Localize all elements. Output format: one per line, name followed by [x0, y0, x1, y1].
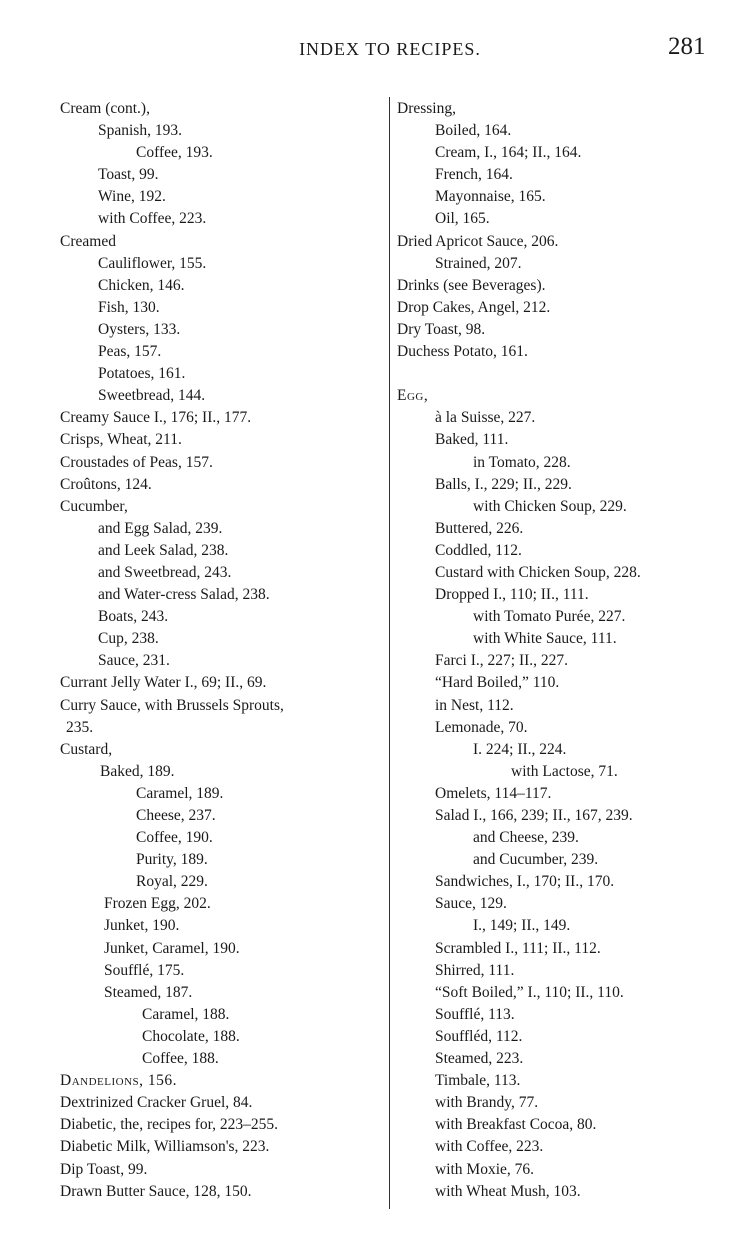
- index-subentry: Frozen Egg, 202.: [104, 895, 211, 913]
- index-subentry: Cup, 238.: [98, 630, 159, 648]
- index-entry: Creamed: [60, 232, 116, 250]
- index-entry: Croûtons, 124.: [60, 475, 152, 493]
- index-subentry: with Coffee, 223.: [435, 1138, 544, 1156]
- index-subentry: Steamed, 223.: [435, 1050, 524, 1068]
- index-entry: Curry Sauce, with Brussels Sprouts,: [60, 696, 284, 714]
- index-section-heading: Egg,: [397, 387, 429, 405]
- index-subentry: à la Suisse, 227.: [435, 409, 536, 427]
- index-subentry: Farci I., 227; II., 227.: [435, 652, 569, 670]
- index-subentry: and Cheese, 239.: [473, 829, 579, 847]
- index-entry: Creamy Sauce I., 176; II., 177.: [60, 409, 252, 427]
- index-subentry: with Brandy, 77.: [435, 1094, 539, 1112]
- index-subentry: Souffléd, 112.: [435, 1027, 523, 1045]
- index-subentry: Cauliflower, 155.: [98, 254, 207, 272]
- index-subentry: Chicken, 146.: [98, 276, 185, 294]
- index-subentry: Sauce, 129.: [435, 895, 507, 913]
- index-subentry: with Tomato Purée, 227.: [473, 608, 626, 626]
- index-entry: Currant Jelly Water I., 69; II., 69.: [60, 674, 267, 692]
- index-subentry: with Breakfast Cocoa, 80.: [435, 1116, 597, 1134]
- index-subentry: with Coffee, 223.: [98, 210, 207, 228]
- index-subentry: Baked, 111.: [435, 431, 509, 449]
- index-subentry: Dropped I., 110; II., 111.: [435, 586, 589, 604]
- index-entry: Dandelions, 156.: [60, 1072, 178, 1090]
- index-subentry: French, 164.: [435, 166, 513, 184]
- index-subentry: Spanish, 193.: [98, 122, 182, 140]
- index-entry: Cream (cont.),: [60, 100, 150, 117]
- index-subentry: Cream, I., 164; II., 164.: [435, 144, 582, 162]
- index-subentry: “Hard Boiled,” 110.: [435, 674, 560, 692]
- running-header-title: INDEX TO RECIPES.: [299, 39, 481, 59]
- index-subentry: Shirred, 111.: [435, 961, 515, 979]
- index-subentry: Soufflé, 175.: [104, 961, 185, 979]
- index-subentry: Timbale, 113.: [435, 1072, 521, 1090]
- index-entry: Cucumber,: [60, 497, 128, 515]
- index-subentry: Caramel, 189.: [136, 784, 224, 802]
- index-entry: Dip Toast, 99.: [60, 1160, 148, 1178]
- index-subentry: Strained, 207.: [435, 254, 522, 272]
- index-subentry: Junket, Caramel, 190.: [104, 939, 240, 957]
- index-subentry: Oil, 165.: [435, 210, 490, 228]
- index-subentry: Cheese, 237.: [136, 807, 216, 824]
- index-subentry: with Lactose, 71.: [511, 762, 618, 780]
- index-subentry: Oysters, 133.: [98, 320, 181, 338]
- index-subentry: and Leek Salad, 238.: [98, 541, 229, 559]
- index-subentry: Balls, I., 229; II., 229.: [435, 475, 572, 493]
- index-entry: Drawn Butter Sauce, 128, 150.: [60, 1182, 252, 1200]
- index-subentry: Mayonnaise, 165.: [435, 188, 546, 206]
- index-subentry: with White Sauce, 111.: [473, 630, 617, 648]
- index-subentry: and Sweetbread, 243.: [98, 563, 232, 581]
- index-entry: Crisps, Wheat, 211.: [60, 431, 182, 449]
- index-subentry: Boats, 243.: [98, 608, 169, 626]
- index-subentry: with Wheat Mush, 103.: [435, 1182, 581, 1200]
- index-subentry: Coddled, 112.: [435, 541, 522, 559]
- index-subentry: Soufflé, 113.: [435, 1005, 515, 1023]
- index-subentry: Coffee, 188.: [142, 1050, 219, 1068]
- index-entry-continuation: 235.: [66, 718, 94, 736]
- index-subentry: Chocolate, 188.: [142, 1027, 240, 1045]
- index-subentry: Steamed, 187.: [104, 983, 193, 1001]
- index-subentry: Omelets, 114–117.: [435, 784, 552, 802]
- index-subentry: with Moxie, 76.: [435, 1160, 535, 1178]
- index-subentry: Coffee, 190.: [136, 829, 213, 847]
- index-entry: Dressing,: [397, 100, 456, 117]
- index-subentry: I. 224; II., 224.: [473, 740, 567, 758]
- index-subentry: Royal, 229.: [136, 873, 208, 891]
- index-subentry: and Egg Salad, 239.: [98, 519, 223, 537]
- column-divider: [389, 97, 390, 1209]
- index-entry: Duchess Potato, 161.: [397, 343, 528, 361]
- index-subentry: I., 149; II., 149.: [473, 917, 571, 935]
- index-entry: Custard,: [60, 740, 113, 758]
- index-subentry: Lemonade, 70.: [435, 718, 528, 736]
- index-subentry: Wine, 192.: [98, 188, 166, 206]
- index-entry: Diabetic, the, recipes for, 223–255.: [60, 1116, 279, 1134]
- index-subentry: Custard with Chicken Soup, 228.: [435, 563, 641, 581]
- index-subentry: Sauce, 231.: [98, 652, 170, 670]
- section-gap: [397, 363, 737, 385]
- index-subentry: Salad I., 166, 239; II., 167, 239.: [435, 807, 633, 824]
- index-subentry: Fish, 130.: [98, 298, 160, 316]
- index-entry: Dried Apricot Sauce, 206.: [397, 232, 559, 250]
- index-subentry: Purity, 189.: [136, 851, 208, 869]
- index-subentry: Toast, 99.: [98, 166, 159, 184]
- index-entry: Croustades of Peas, 157.: [60, 453, 213, 471]
- index-subentry: “Soft Boiled,” I., 110; II., 110.: [435, 983, 624, 1001]
- index-subentry: Boiled, 164.: [435, 122, 512, 140]
- index-subentry: Junket, 190.: [104, 917, 180, 935]
- index-entry: Drinks (see Beverages).: [397, 276, 546, 294]
- index-subentry: Scrambled I., 111; II., 112.: [435, 939, 601, 957]
- index-subentry: in Nest, 112.: [435, 696, 514, 714]
- index-subentry: in Tomato, 228.: [473, 453, 571, 471]
- index-subentry: Potatoes, 161.: [98, 365, 186, 383]
- index-subentry: Baked, 189.: [100, 762, 175, 780]
- index-subentry: Peas, 157.: [98, 343, 162, 361]
- page-number: 281: [668, 33, 706, 60]
- index-subentry: and Water-cress Salad, 238.: [98, 586, 270, 604]
- index-entry: Dextrinized Cracker Gruel, 84.: [60, 1094, 253, 1112]
- index-column-left: [60, 98, 385, 1203]
- index-subentry: and Cucumber, 239.: [473, 851, 599, 869]
- index-subentry: Buttered, 226.: [435, 519, 524, 537]
- index-subentry: Coffee, 193.: [136, 144, 213, 162]
- index-entry: Diabetic Milk, Williamson's, 223.: [60, 1138, 270, 1156]
- index-entry: Drop Cakes, Angel, 212.: [397, 298, 551, 316]
- index-subentry: Caramel, 188.: [142, 1005, 230, 1023]
- index-subentry: with Chicken Soup, 229.: [473, 497, 627, 515]
- index-subentry: Sweetbread, 144.: [98, 387, 206, 405]
- index-entry: Dry Toast, 98.: [397, 320, 486, 338]
- index-column-right: [397, 98, 737, 1203]
- index-subentry: Sandwiches, I., 170; II., 170.: [435, 873, 615, 891]
